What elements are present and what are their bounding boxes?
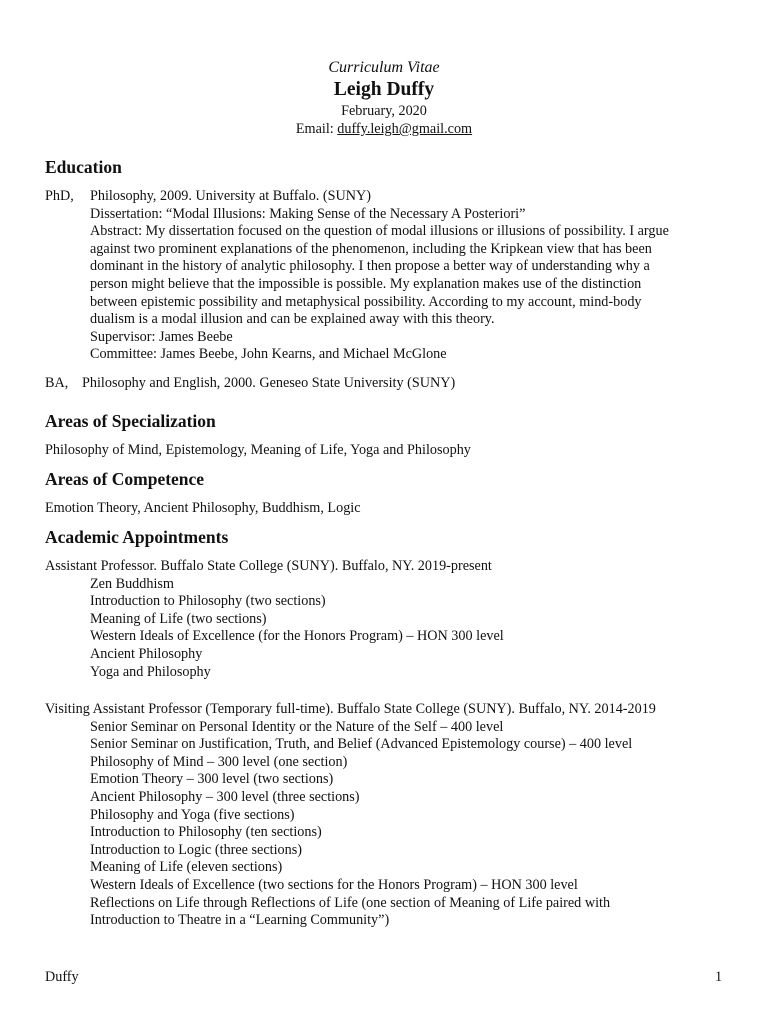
course-item: Meaning of Life (two sections) [90,610,267,627]
course-item: Ancient Philosophy – 300 level (three sections) [90,788,360,805]
appointment-title: Assistant Professor. Buffalo State College (SUNY). Buffalo, NY. 2019-present [45,558,492,574]
course-item: Introduction to Logic (three sections) [90,841,302,858]
course-item: Reflections on Life through Reflections of Life (one section of Meaning of Life paired with [90,894,611,911]
phd-detail: against two prominent explanations of the phenomenon, including the Kripkean view that has been [90,240,652,257]
footer-author: Duffy [45,969,79,985]
phd-detail: Dissertation: “Modal Illusions: Making Sense of the Necessary A Posteriori” [90,205,526,222]
competence-text: Emotion Theory, Ancient Philosophy, Buddhism, Logic [45,500,361,516]
course-item: Senior Seminar on Justification, Truth, and Belief (Advanced Epistemology course) – 400 level [90,736,633,753]
course-item: Senior Seminar on Personal Identity or the Nature of the Self – 400 level [90,718,504,735]
education-heading: Education [45,157,122,177]
course-item: Ancient Philosophy [90,645,203,662]
phd-detail: Abstract: My dissertation focused on the question of modal illusions or illusions of possibility. I argue [90,223,669,240]
course-item: Philosophy of Mind – 300 level (one section) [90,753,348,770]
email-prefix: Email: [295,121,338,137]
ba-entry [45,375,455,393]
course-item: Philosophy and Yoga (five sections) [90,806,295,823]
course-item: Introduction to Philosophy (two sections) [90,593,326,610]
competence-heading: Areas of Competence [45,469,205,489]
ba-program: Philosophy and English, 2000. Geneseo State University (SUNY) [82,375,456,391]
phd-detail: between epistemic possibility and metaphysical possibility. According to my account, mind-body [90,293,642,310]
phd-line [45,188,669,206]
phd-detail: dualism is a modal illusion and can be explained away with this theory. [90,311,495,328]
assistant-professor-entry [45,558,504,681]
phd-detail: person might believe that the impossible is possible. My explanation makes use of the distinction [90,275,642,292]
page-number: 1 [715,969,723,985]
visiting-professor-entry [45,701,656,930]
email-line [0,121,768,138]
phd-detail: dominant in the history of analytic philosophy. I then propose a better way of understanding why a [90,258,650,275]
ba-degree: BA, [45,375,69,391]
phd-detail: Committee: James Beebe, John Kearns, and Michael McGlone [90,346,447,363]
appointments-heading: Academic Appointments [45,527,229,547]
specialization-text: Philosophy of Mind, Epistemology, Meaning of Life, Yoga and Philosophy [45,442,471,458]
email-link[interactable]: duffy.leigh@gmail.com [337,121,473,137]
specialization-heading: Areas of Specialization [45,411,216,431]
phd-program: Philosophy, 2009. University at Buffalo. (SUNY) [90,188,371,204]
phd-degree: PhD, [45,188,74,204]
person-name: Leigh Duffy [333,79,435,100]
course-item: Zen Buddhism [90,575,174,592]
course-item: Western Ideals of Excellence (two sections for the Honors Program) – HON 300 level [90,876,578,893]
document-date: February, 2020 [341,103,427,119]
course-item: Yoga and Philosophy [90,663,211,680]
appointment-title: Visiting Assistant Professor (Temporary full-time). Buffalo State College (SUNY). Buffalo, NY. 2014-2019 [45,701,656,717]
phd-detail: Supervisor: James Beebe [90,328,233,345]
document-label: Curriculum Vitae [328,59,440,76]
phd-entry [45,188,669,364]
course-item: Emotion Theory – 300 level (two sections) [90,771,334,788]
course-item: Meaning of Life (eleven sections) [90,859,283,876]
course-item: Western Ideals of Excellence (for the Honors Program) – HON 300 level [90,628,504,645]
course-item: Introduction to Theatre in a “Learning Community”) [90,912,390,929]
course-item: Introduction to Philosophy (ten sections) [90,824,322,841]
